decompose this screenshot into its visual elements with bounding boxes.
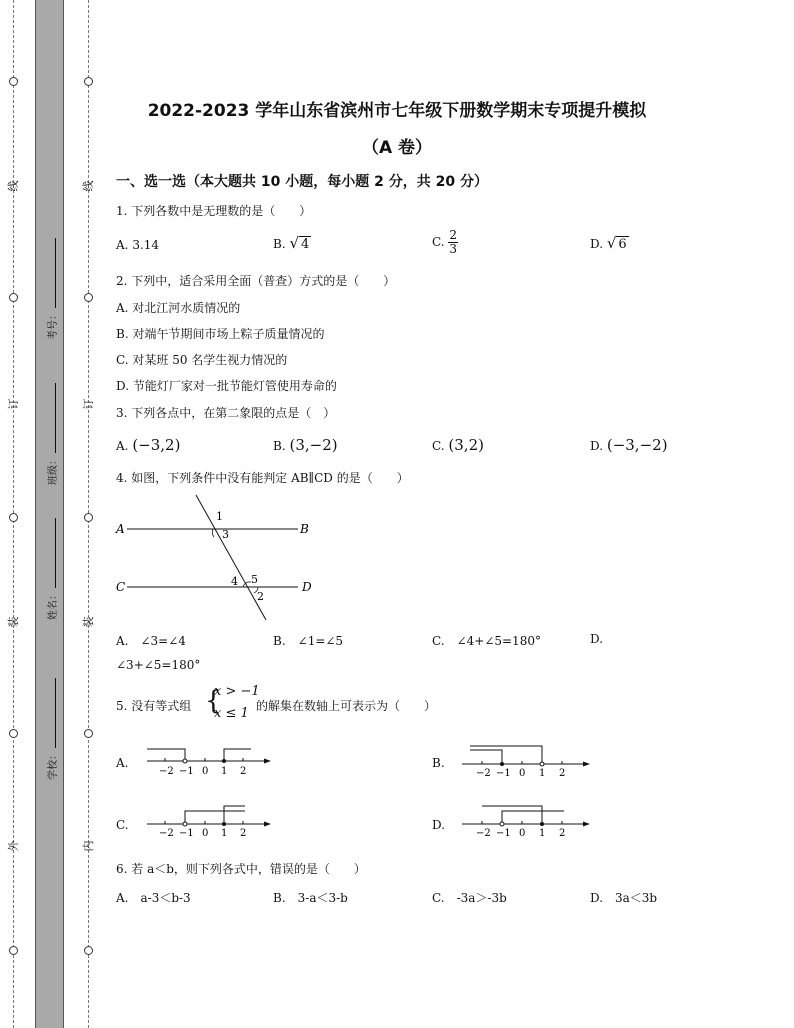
transversal — [196, 495, 266, 620]
q5-option-d-label: D. — [432, 818, 446, 832]
margin-char-outer: 线 — [7, 180, 20, 192]
option-value: (3,2) — [448, 436, 484, 454]
q3-option-a — [116, 436, 180, 454]
binding-hole — [84, 729, 93, 738]
angle-label-5: 5 — [251, 573, 258, 586]
range-bracket — [470, 746, 542, 764]
tick-label: −2 — [159, 828, 174, 839]
axis-arrow — [264, 759, 271, 764]
question-6-stem: 6. 若 a＜b，则下列各式中，错误的是（ ） — [116, 862, 366, 876]
field-name — [44, 518, 59, 620]
axis-arrow — [583, 822, 590, 827]
q1-option-a — [116, 238, 159, 252]
tick-label: 1 — [539, 768, 546, 779]
option-value: (−3,2) — [132, 436, 181, 454]
tick-label: 2 — [559, 768, 566, 779]
option-label: A. — [116, 439, 129, 453]
range-bracket — [147, 749, 185, 761]
range-bracket — [224, 749, 251, 761]
q4-figure — [110, 490, 330, 625]
closed-dot — [222, 822, 226, 826]
fraction — [448, 229, 458, 256]
tick-label: 2 — [240, 766, 247, 777]
q5-option-b-label: B. — [432, 756, 445, 770]
margin-char-outer: 装 — [7, 616, 20, 628]
q3-option-c — [432, 436, 484, 454]
open-dot — [183, 822, 187, 826]
q1-option-b — [273, 234, 311, 252]
field-blank — [47, 678, 56, 748]
option-label: B. — [273, 237, 286, 251]
field-exam-number — [44, 238, 59, 340]
point-label-c: C — [116, 580, 126, 594]
tick-label: 0 — [202, 766, 209, 777]
page-subtitle: （A 卷） — [361, 138, 433, 158]
range-bracket — [224, 806, 245, 824]
closed-dot — [500, 762, 504, 766]
q4-option-c: C. ∠4+∠5=180° — [432, 634, 541, 648]
open-dot — [500, 822, 504, 826]
option-label: A. — [116, 238, 129, 252]
q6-option-b: B. 3-a＜3-b — [273, 891, 348, 905]
field-label: 考号： — [48, 310, 59, 340]
section-heading: 一、选一选（本大题共 10 小题，每小题 2 分，共 20 分） — [116, 174, 488, 190]
q4-option-a: A. ∠3=∠4 — [116, 634, 186, 648]
option-label: B. — [273, 439, 286, 453]
tick-label: −1 — [179, 766, 194, 777]
number-line-a — [145, 742, 275, 780]
tick-label: −2 — [476, 828, 491, 839]
q6-option-c: C. -3a＞-3b — [432, 891, 507, 905]
angle-arc — [212, 529, 214, 537]
angle-label-4: 4 — [231, 575, 238, 588]
option-value: (−3,−2) — [606, 436, 668, 454]
binding-band — [35, 0, 64, 1028]
inequality-1: x > −1 — [214, 684, 260, 699]
denominator: 3 — [449, 242, 458, 256]
field-label: 学校： — [48, 750, 59, 780]
range-bracket — [502, 811, 564, 824]
brace: { — [205, 686, 222, 716]
page-title: 2022-2023 学年山东省滨州市七年级下册数学期末专项提升模拟 — [147, 101, 647, 121]
question-3-stem: 3. 下列各点中，在第二象限的点是（ ） — [116, 406, 336, 420]
tick-label: 0 — [202, 828, 209, 839]
question-4-stem: 4. 如图，下列条件中没有能判定 AB∥CD 的是（ ） — [116, 471, 409, 485]
field-blank — [47, 238, 56, 308]
option-label: D. — [590, 439, 604, 453]
binding-hole — [84, 513, 93, 522]
binding-hole — [9, 513, 18, 522]
binding-hole — [84, 946, 93, 955]
tick-label: 0 — [519, 768, 526, 779]
open-dot — [540, 762, 544, 766]
q3-option-b — [273, 436, 338, 454]
axis-arrow — [264, 822, 271, 827]
axis-arrow — [583, 762, 590, 767]
angle-label-2: 2 — [257, 590, 264, 603]
field-blank — [47, 383, 56, 453]
angle-label-1: 1 — [216, 510, 223, 523]
tick-label: 1 — [221, 828, 228, 839]
q2-option-a: A. 对北江河水质情况的 — [116, 301, 241, 315]
margin-char-inner: 订 — [82, 398, 95, 410]
numerator: 2 — [449, 228, 458, 242]
closed-dot — [222, 759, 226, 763]
q4-option-d-label: D. — [590, 632, 604, 646]
margin-char-inner: 装 — [82, 616, 95, 628]
margin-char-inner: 内 — [82, 840, 95, 852]
q6-option-d: D. 3a＜3b — [590, 891, 658, 905]
binding-hole — [84, 77, 93, 86]
binding-hole — [9, 729, 18, 738]
q5-option-c-label: C. — [116, 818, 129, 832]
q1-option-c — [432, 229, 458, 256]
stem-suffix: 的解集在数轴上可表示为（ ） — [256, 699, 437, 713]
tick-label: 2 — [240, 828, 247, 839]
inequality-2: x ≤ 1 — [214, 706, 249, 721]
field-school — [44, 678, 59, 780]
tick-label: −1 — [179, 828, 194, 839]
point-label-d: D — [302, 580, 312, 594]
tick-label: −1 — [496, 828, 511, 839]
point-label-b: B — [300, 522, 309, 536]
q3-option-d — [590, 436, 668, 454]
tick-label: −1 — [496, 768, 511, 779]
q1-option-d — [590, 234, 629, 252]
option-label: C. — [432, 235, 445, 249]
q5-option-a-label: A. — [116, 756, 129, 770]
field-class — [44, 383, 59, 485]
field-label: 班级： — [48, 455, 59, 485]
tick-label: 2 — [559, 828, 566, 839]
q2-option-c: C. 对某班 50 名学生视力情况的 — [116, 353, 288, 367]
q2-option-d: D. 节能灯厂家对一批节能灯管使用寿命的 — [116, 379, 337, 393]
radicand: 4 — [301, 237, 310, 252]
binding-hole — [9, 293, 18, 302]
tick-label: 0 — [519, 828, 526, 839]
question-2-stem: 2. 下列中，适合采用全面（普查）方式的是（ ） — [116, 274, 396, 288]
tick-label: 1 — [539, 828, 546, 839]
sqrt-sign: √ 4 — [289, 234, 310, 252]
closed-dot — [540, 822, 544, 826]
option-label: C. — [432, 439, 445, 453]
open-dot — [183, 759, 187, 763]
binding-hole — [9, 77, 18, 86]
tick-label: −2 — [159, 766, 174, 777]
tick-label: −2 — [476, 768, 491, 779]
q4-option-d-text: ∠3+∠5=180° — [116, 658, 201, 672]
option-value: (3,−2) — [289, 436, 338, 454]
q6-option-a: A. a-3＜b-3 — [116, 891, 191, 905]
binding-hole — [84, 293, 93, 302]
range-bracket — [482, 806, 542, 824]
option-label: D. — [590, 237, 604, 251]
range-bracket — [185, 811, 245, 824]
sqrt-sign: √ 6 — [606, 234, 627, 252]
binding-hole — [9, 946, 18, 955]
question-1-stem: 1. 下列各数中是无理数的是（ ） — [116, 204, 312, 218]
margin-char-inner: 线 — [82, 180, 95, 192]
margin-char-outer: 订 — [7, 398, 20, 410]
q4-option-b: B. ∠1=∠5 — [273, 634, 344, 648]
point-label-a: A — [116, 522, 125, 536]
number-line-b — [460, 742, 595, 780]
angle-label-3: 3 — [222, 528, 229, 541]
radicand: 6 — [618, 237, 627, 252]
number-line-d — [460, 802, 595, 842]
range-bracket — [470, 750, 502, 764]
field-blank — [47, 518, 56, 588]
option-value: 3.14 — [132, 238, 160, 252]
number-line-c — [145, 802, 275, 842]
q2-option-b: B. 对端午节期间市场上粽子质量情况的 — [116, 327, 325, 341]
question-5-stem — [116, 697, 191, 714]
margin-char-outer: 外 — [7, 840, 20, 852]
field-label: 姓名： — [48, 590, 59, 620]
stem-prefix: 5. 没有等式组 — [116, 699, 192, 713]
tick-label: 1 — [221, 766, 228, 777]
